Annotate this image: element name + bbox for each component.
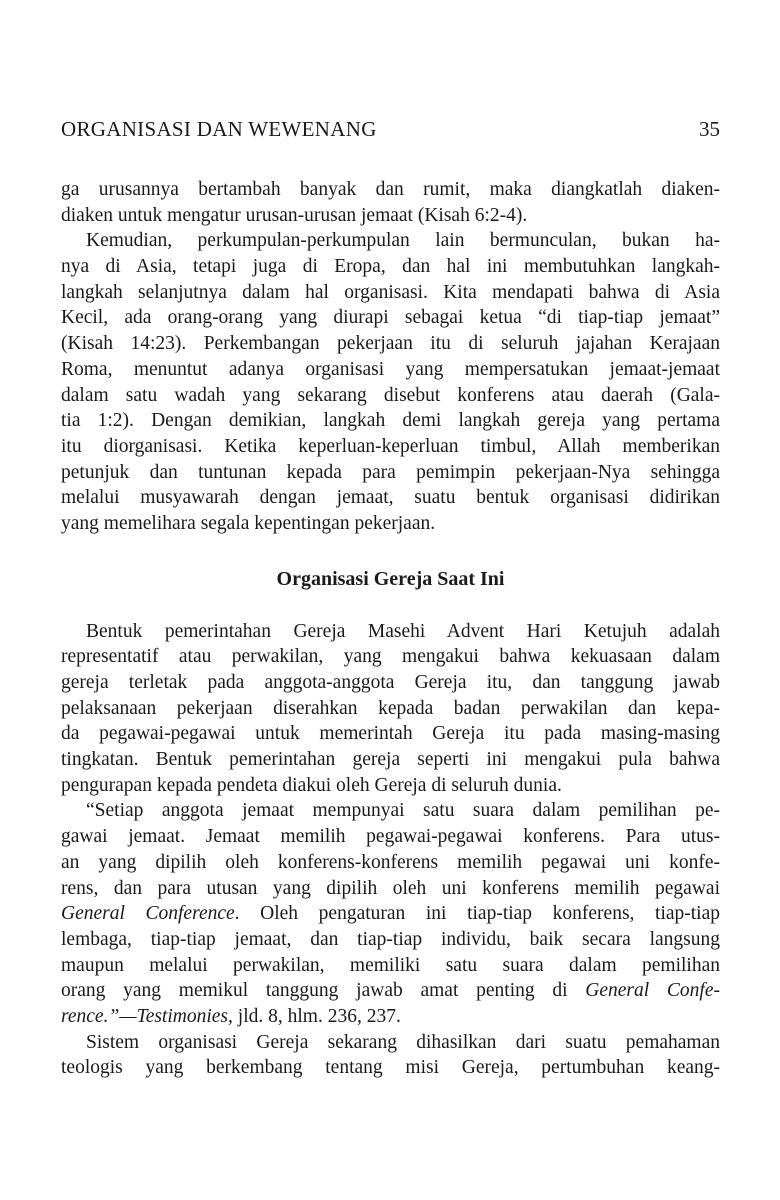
paragraph xyxy=(61,1030,720,1081)
section-heading: Organisasi Gereja Saat Ini xyxy=(276,567,505,590)
italic-citation: rence.”—Testimonies, xyxy=(61,1005,233,1027)
text-line: Sistem organisasi Gereja sekarang dihasilkan dari suatu pemahaman xyxy=(86,1031,720,1053)
running-header xyxy=(61,114,720,144)
text-line: tingkatan. Bentuk pemerintahan gereja seperti ini mengakui pula bahwa xyxy=(61,749,720,771)
text-line: gawai jemaat. Jemaat memilih pegawai-pegawai konferens. Para utus- xyxy=(61,826,720,848)
text-run: . Oleh pengaturan ini tiap-tiap konferens, tiap-tiap xyxy=(234,903,720,925)
text-line: yang memelihara segala kepentingan pekerjaan. xyxy=(61,512,436,534)
text-line: pengurapan kepada pendeta diakui oleh Gereja di seluruh dunia. xyxy=(61,774,562,796)
text-line: maupun melalui perwakilan, memiliki satu suara dalam pemilihan xyxy=(61,954,720,976)
text-line: tia 1:2). Dengan demikian, langkah demi langkah gereja yang pertama xyxy=(61,410,720,432)
text-line: an yang dipilih oleh konferens-konferens memilih pegawai uni konfe- xyxy=(61,851,720,873)
text-line: itu diorganisasi. Ketika keperluan-keperluan timbul, Allah memberikan xyxy=(61,435,720,457)
text-line: Roma, menuntut adanya organisasi yang mempersatukan jemaat-jemaat xyxy=(61,358,720,380)
text-line: nya di Asia, tetapi juga di Eropa, dan hal ini membutuhkan langkah- xyxy=(61,256,720,278)
text-line: representatif atau perwakilan, yang mengakui bahwa kekuasaan dalam xyxy=(61,646,720,668)
text-line: diaken untuk mengatur urusan-urusan jemaat (Kisah 6:2-4). xyxy=(61,204,528,226)
text-line: Kemudian, perkumpulan-perkumpulan lain bermunculan, bukan ha- xyxy=(86,230,720,252)
paragraph-continued xyxy=(61,177,720,228)
paragraph xyxy=(61,228,720,536)
text-line: teologis yang berkembang tentang misi Gereja, pertumbuhan keang- xyxy=(61,1057,720,1079)
text-line: melalui musyawarah dengan jemaat, suatu bentuk organisasi didirikan xyxy=(61,487,720,509)
text-line: petunjuk dan tuntunan kepada para pemimpin pekerjaan-Nya sehingga xyxy=(61,461,720,483)
text-line: da pegawai-pegawai untuk memerintah Gereja itu pada masing-masing xyxy=(61,723,720,745)
text-run: jld. 8, hlm. 236, 237. xyxy=(232,1005,401,1027)
text-line: pelaksanaan pekerjaan diserahkan kepada badan perwakilan dan kepa- xyxy=(61,697,720,719)
text-line xyxy=(61,978,720,1004)
text-line: gereja terletak pada anggota-anggota Gereja itu, dan tanggung jawab xyxy=(61,672,720,693)
text-line: rens, dan para utusan yang dipilih oleh uni konferens memilih pegawai xyxy=(61,877,720,899)
text-line: Kecil, ada orang-orang yang diurapi sebagai ketua “di tiap-tiap jemaat” xyxy=(61,307,720,329)
text-line: Bentuk pemerintahan Gereja Masehi Advent Hari Ketujuh adalah xyxy=(86,620,720,642)
body-text xyxy=(61,177,720,1081)
text-line: (Kisah 14:23). Perkembangan pekerjaan itu di seluruh jajahan Kerajaan xyxy=(61,333,720,355)
text-run: orang yang memikul tanggung jawab amat penting di xyxy=(61,980,586,1002)
quote-paragraph xyxy=(61,798,720,1029)
italic-term: General Confe- xyxy=(585,980,720,1002)
text-line: dalam satu wadah yang sekarang disebut konferens atau daerah (Gala- xyxy=(61,384,720,406)
text-line xyxy=(61,1004,720,1030)
page-number: 35 xyxy=(699,117,720,141)
paragraph xyxy=(61,619,720,799)
text-line: langkah selanjutnya dalam hal organisasi. Kita mendapati bahwa di Asia xyxy=(61,281,720,303)
text-line: ga urusannya bertambah banyak dan rumit, maka diangkatlah diaken- xyxy=(61,179,720,200)
text-line: lembaga, tiap-tiap jemaat, dan tiap-tiap individu, baik secara langsung xyxy=(61,928,720,950)
text-line: “Setiap anggota jemaat mempunyai satu suara dalam pemilihan pe- xyxy=(86,800,720,822)
italic-term: General Conference xyxy=(61,903,235,925)
chapter-title: ORGANISASI DAN WEWENANG xyxy=(61,117,377,141)
text-line xyxy=(61,901,720,927)
